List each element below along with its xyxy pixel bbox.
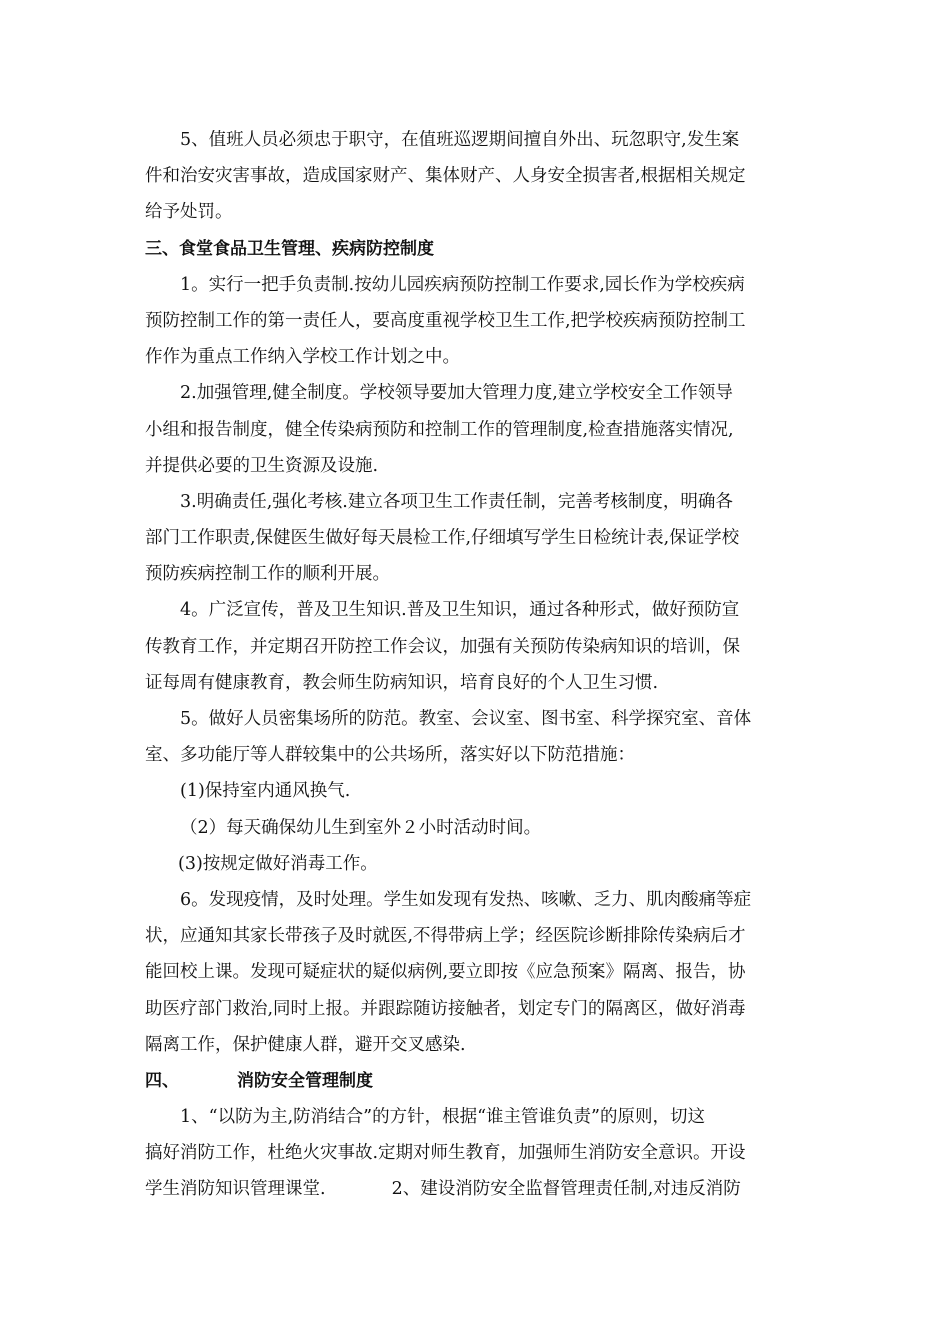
section-heading-4 [145, 1063, 810, 1099]
text-line: 1、“以防为主,防消结合”的方针，根据“谁主管谁负责”的原则，切这 [180, 1107, 705, 1128]
section-heading-4-number: 四、 [145, 1070, 179, 1091]
text-line: （2）每天确保幼儿生到室外２小时活动时间。 [180, 817, 542, 838]
text-line: 5、值班人员必须忠于职守，在值班巡逻期间擅自外出、玩忽职守,发生案 [180, 130, 740, 150]
text-line: 并提供必要的卫生资源及设施. [145, 455, 379, 476]
paragraph-lines [145, 122, 810, 1063]
text-line: 作作为重点工作纳入学校工作计划之中。 [145, 347, 460, 368]
section-heading-4-title: 消防安全管理制度 [237, 1070, 373, 1091]
document-body [145, 122, 810, 1208]
text-line: 能回校上课。发现可疑症状的疑似病例,要立即按《应急预案》隔离、报告，协 [145, 962, 746, 983]
text-line: 预防控制工作的第一责任人，要高度重视学校卫生工作,把学校疾病预防控制工 [145, 310, 746, 331]
text-line: 4。广泛宣传，普及卫生知识.普及卫生知识，通过各种形式，做好预防宣 [180, 600, 740, 621]
text-line: 5。做好人员密集场所的防范。教室、会议室、图书室、科学探究室、音体 [180, 709, 752, 729]
text-line: 小组和报告制度，健全传染病预防和控制工作的管理制度,检查措施落实情况, [145, 419, 734, 440]
text-line: 给予处罚。 [145, 202, 233, 223]
text-line [145, 1171, 810, 1207]
text-line-part: 学生消防知识管理课堂. [145, 1179, 326, 1200]
text-line: 6。发现疫情，及时处理。学生如发现有发热、咳嗽、乏力、肌肉酸痛等症 [180, 889, 752, 910]
text-line: 状，应通知其家长带孩子及时就医,不得带病上学；经医院诊断排除传染病后才 [145, 926, 746, 947]
text-line: 搞好消防工作，杜绝火灾事故.定期对师生教育，加强师生消防安全意识。开设 [145, 1143, 746, 1164]
text-line: 预防疾病控制工作的顺利开展。 [145, 564, 390, 585]
text-line-part: 2、建设消防安全监督管理责任制,对违反消防 [391, 1179, 741, 1200]
section-heading: 三、食堂食品卫生管理、疾病防控制度 [145, 238, 434, 259]
text-line: 件和治安灾害事故，造成国家财产、集体财产、人身安全损害者,根据相关规定 [145, 166, 746, 187]
text-line: 证每周有健康教育，教会师生防病知识，培育良好的个人卫生习惯. [145, 672, 659, 693]
text-line: 3.明确责任,强化考核.建立各项卫生工作责任制，完善考核制度，明确各 [180, 491, 733, 512]
text-line: 1。实行一把手负责制.按幼儿园疾病预防控制工作要求,园长作为学校疾病 [180, 274, 745, 295]
text-line: (3)按规定做好消毒工作。 [178, 853, 378, 874]
text-line: 2.加强管理,健全制度。学校领导要加大管理力度,建立学校安全工作领导 [180, 383, 733, 404]
text-line: (1)保持室内通风换气. [180, 781, 351, 802]
text-line: 传教育工作，并定期召开防控工作会议，加强有关预防传染病知识的培训，保 [145, 636, 740, 657]
text-line: 室、多功能厅等人群较集中的公共场所，落实好以下防范措施： [145, 745, 635, 766]
text-line: 部门工作职责,保健医生做好每天晨检工作,仔细填写学生日检统计表,保证学校 [145, 528, 740, 549]
text-line: 助医疗部门救治,同时上报。并跟踪随访接触者，划定专门的隔离区，做好消毒 [145, 998, 746, 1019]
text-line: 隔离工作，保护健康人群，避开交叉感染. [145, 1034, 466, 1055]
